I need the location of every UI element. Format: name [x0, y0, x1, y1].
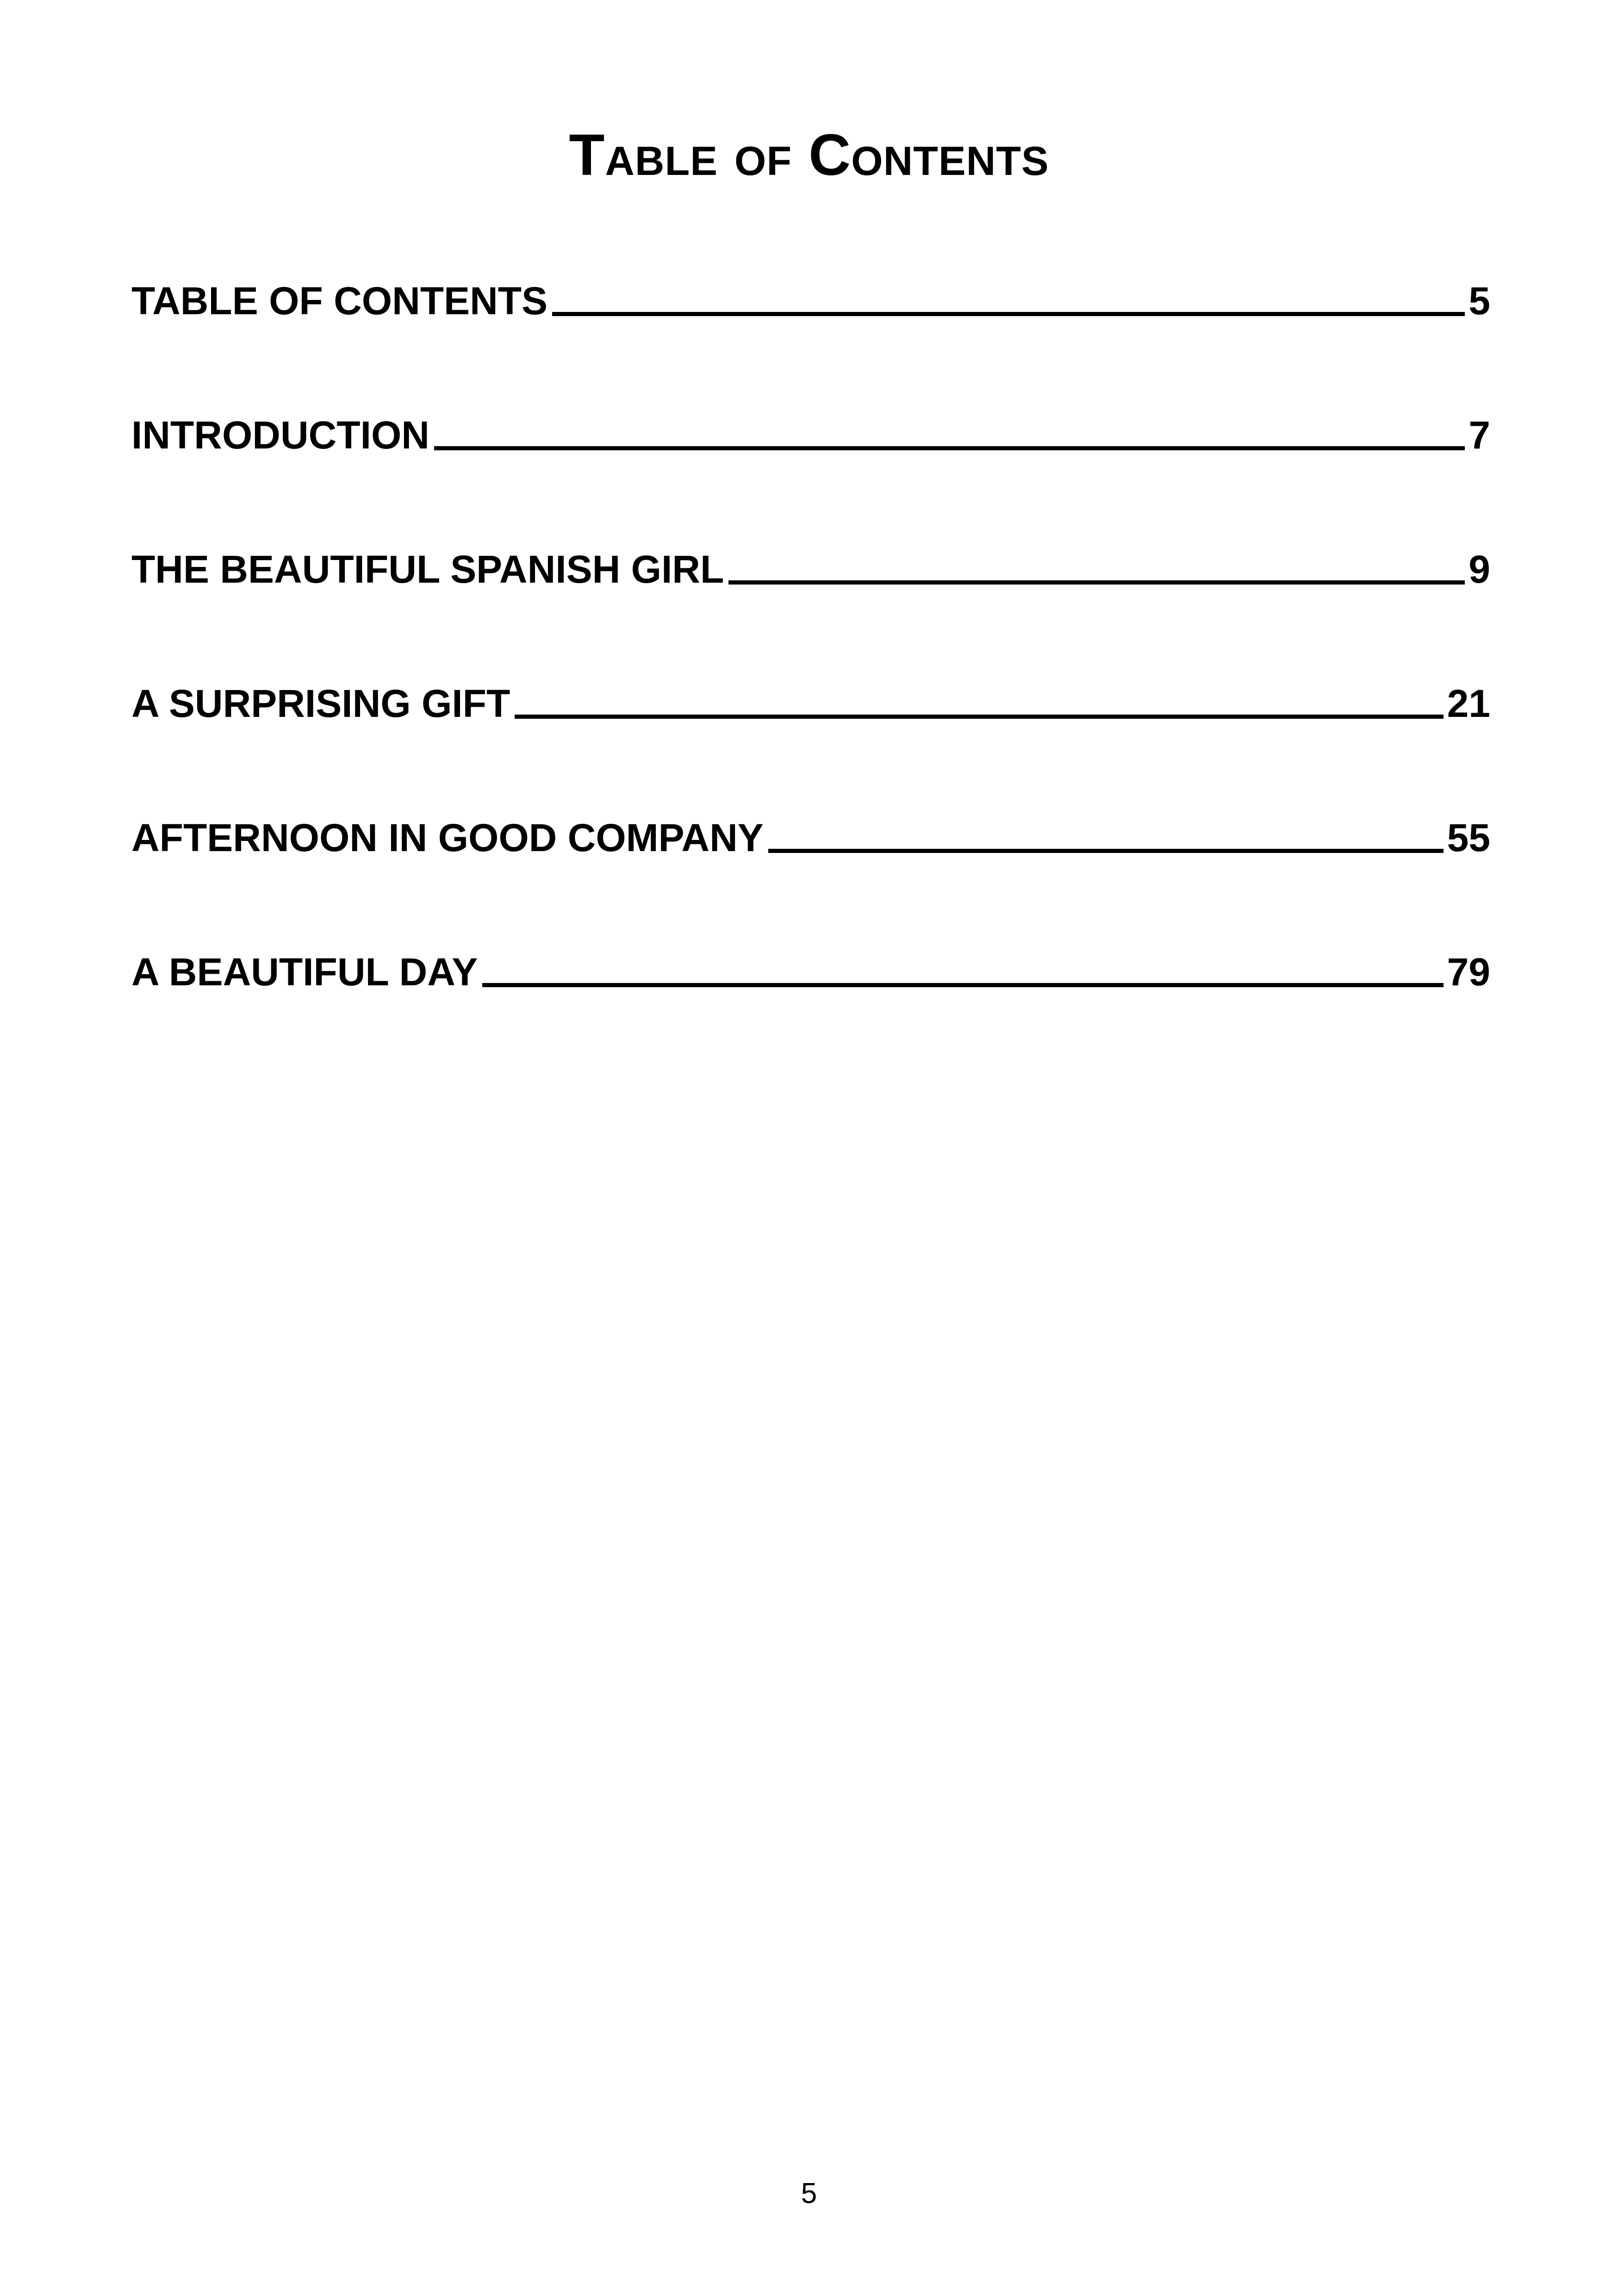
toc-leader-line — [552, 312, 1465, 316]
toc-entry-label: THE BEAUTIFUL SPANISH GIRL — [131, 548, 724, 591]
toc-entry-label: A BEAUTIFUL DAY — [131, 950, 478, 994]
toc-entry[interactable] — [131, 539, 1490, 595]
toc-entry-page: 21 — [1447, 682, 1490, 725]
toc-entry[interactable] — [131, 271, 1490, 326]
toc-leader-line — [482, 983, 1443, 987]
toc-entry-page: 79 — [1447, 950, 1490, 994]
toc-leader-line — [515, 715, 1443, 719]
toc-entry-page: 9 — [1469, 548, 1490, 591]
toc-entry[interactable] — [131, 405, 1490, 460]
toc-entry-label: AFTERNOON IN GOOD COMPANY — [131, 816, 764, 859]
page-number: 5 — [801, 2178, 817, 2209]
page-title: Table of Contents — [569, 122, 1049, 187]
toc-entry-label: TABLE OF CONTENTS — [131, 279, 548, 323]
toc-entry[interactable] — [131, 673, 1490, 729]
toc-leader-line — [728, 580, 1465, 585]
toc-entry-page: 7 — [1469, 413, 1490, 457]
toc-entry-page: 55 — [1447, 816, 1490, 859]
toc-entry-label: INTRODUCTION — [131, 413, 429, 457]
toc-leader-line — [768, 849, 1444, 853]
toc-entry[interactable] — [131, 808, 1490, 863]
toc-leader-line — [434, 446, 1465, 450]
toc-entry-label: A SURPRISING GIFT — [131, 682, 510, 725]
toc-entry[interactable] — [131, 942, 1490, 997]
toc-entry-page: 5 — [1469, 279, 1490, 323]
